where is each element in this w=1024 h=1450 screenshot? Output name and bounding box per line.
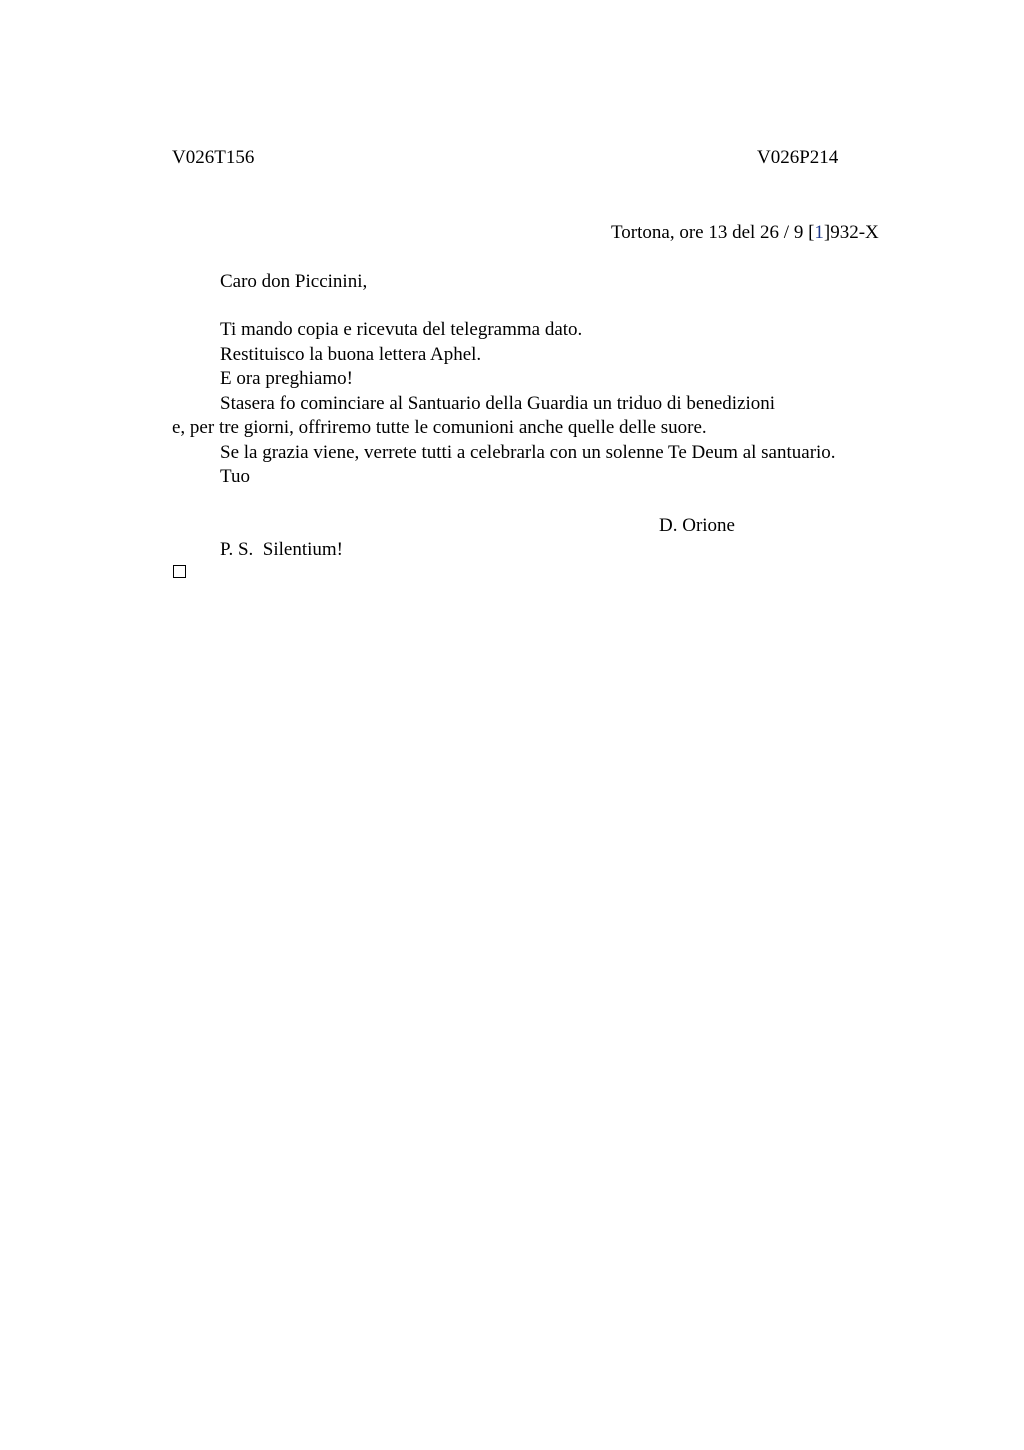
closing: Tuo	[220, 466, 250, 487]
document-code-left: V026T156	[172, 147, 255, 168]
document-code-right: V026P214	[757, 147, 839, 168]
body-line: Ti mando copia e ricevuta del telegramma dato.	[220, 319, 583, 340]
body-line: E ora preghiamo!	[220, 368, 353, 389]
body-line: Se la grazia viene, verrete tutti a celebrarla con un solenne Te Deum al santuario.	[220, 442, 836, 463]
signature: D. Orione	[659, 515, 735, 536]
body-line: e, per tre giorni, offriremo tutte le comunioni anche quelle delle suore.	[172, 417, 707, 438]
body-line: Restituisco la buona lettera Aphel.	[220, 344, 482, 365]
end-of-document-box	[173, 565, 186, 578]
dateline-prefix: Tortona, ore 13 del 26 / 9 [	[611, 222, 815, 243]
salutation: Caro don Piccinini,	[220, 271, 368, 292]
postscript: P. S. Silentium!	[220, 539, 343, 560]
dateline-suffix: ]932-X	[823, 222, 879, 243]
dateline	[611, 221, 879, 245]
body-line: Stasera fo cominciare al Santuario della Guardia un triduo di benedizioni	[220, 393, 776, 414]
footnote-reference[interactable]: 1	[814, 222, 824, 243]
